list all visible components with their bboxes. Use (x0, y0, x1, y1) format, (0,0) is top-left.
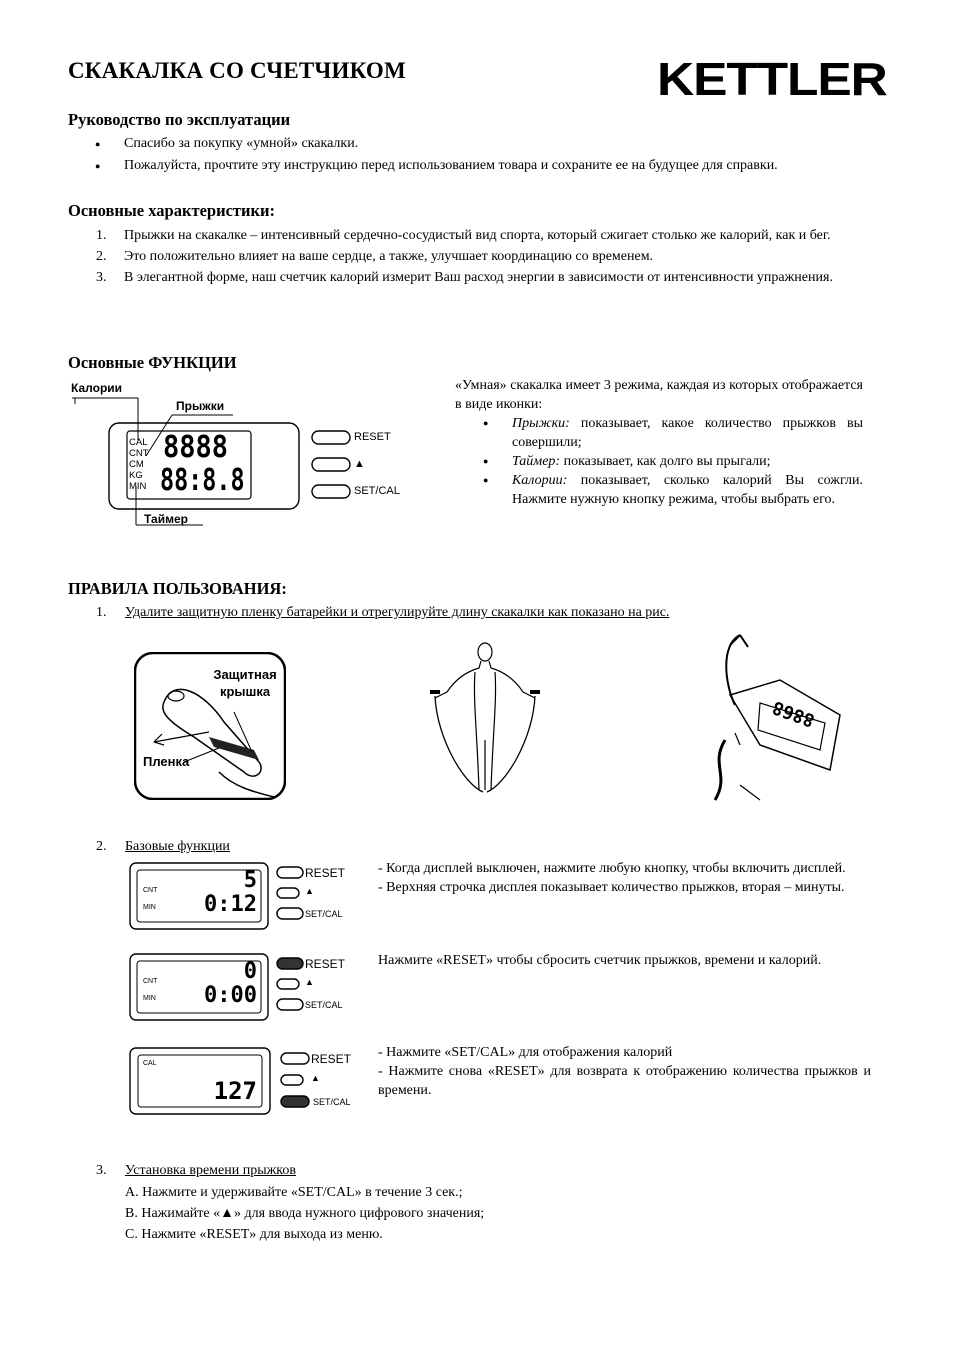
list-item (455, 471, 863, 509)
mode-name: Калории: (512, 473, 568, 488)
lcd-top-row: 8888 (163, 430, 229, 465)
page-title: СКАКАЛКА СО СЧЕТЧИКОМ (68, 58, 406, 83)
list-item: B. Нажимайте «▲» для ввода нужного цифрового значения; (125, 1206, 485, 1221)
setcal-button-label: SET/CAL (305, 1000, 343, 1010)
item-text: Прыжки на скакалке – интенсивный сердечно-сосудистый вид спорта, который сжигает столько же калорий, как и бег. (124, 228, 831, 243)
list-item: A. Нажмите и удерживайте «SET/CAL» в течение 3 сек.; (125, 1185, 463, 1200)
film-label: Пленка (143, 754, 190, 769)
functions-heading: Основные ФУНКЦИИ (68, 353, 237, 372)
manual-list (68, 133, 898, 177)
item-number: 3. (96, 270, 107, 285)
lcd-label: CM (129, 459, 144, 470)
lcd-label: MIN (129, 481, 147, 492)
list-item (68, 225, 886, 246)
handle-display-text: 8868 (769, 696, 818, 731)
callout-jumps: Прыжки (176, 399, 225, 413)
step1-number: 1. (96, 605, 107, 620)
step3-number: 3. (96, 1163, 107, 1178)
lcd-label: CNT (143, 978, 158, 985)
display-panel (129, 1047, 359, 1117)
display-panel (129, 862, 359, 932)
list-item (68, 246, 886, 267)
list-item: ● Пожалуйста, прочтите эту инструкцию перед использованием товара и сохраните ее на будущее для справки. (68, 155, 898, 177)
step1-text: Удалите защитную пленку батарейки и отрегулируйте длину скакалки как показано на рис. (125, 605, 670, 620)
item-text: Это положительно влияет на ваше сердце, а также, улучшает координацию со временем. (124, 249, 654, 264)
modes-list (455, 414, 863, 509)
reset-button-label: RESET (305, 957, 346, 971)
step3-text: Установка времени прыжков (125, 1163, 297, 1178)
manual-heading: Руководство по эксплуатации (68, 110, 291, 129)
reset-button-label: RESET (311, 1052, 352, 1066)
step2-number: 2. (96, 839, 107, 854)
features-list (68, 225, 886, 288)
lcd-bottom-row: 127 (213, 1077, 257, 1105)
brand-logo: KETTLER (657, 53, 887, 105)
list-item: C. Нажмите «RESET» для выхода из меню. (125, 1227, 383, 1242)
lcd-bottom-row: 88:8.8 (160, 463, 245, 498)
modes-description (455, 376, 863, 509)
person-with-rope-icon (425, 640, 545, 800)
modes-intro: «Умная» скакалка имеет 3 режима, каждая из которых отображается в виде иконки: (455, 378, 863, 412)
lcd-bottom-row: 0:00 (204, 983, 257, 1008)
setcal-button-label: SET/CAL (354, 485, 400, 497)
panel-description: Нажмите «RESET» чтобы сбросить счетчик прыжков, времени и калорий. (378, 953, 822, 968)
rope-length-figure (425, 640, 545, 800)
setcal-button-label: SET/CAL (305, 909, 343, 919)
lcd-top-row: 5 (243, 868, 257, 893)
up-button-label: ▲ (305, 886, 314, 896)
lcd-label: CNT (143, 887, 158, 894)
list-item: ● Спасибо за покупку «умной» скакалки. (68, 133, 898, 155)
up-button-label: ▲ (311, 1073, 320, 1083)
cover-label: Защитная крышка (213, 667, 277, 699)
lcd-diagram (68, 378, 428, 533)
lcd-label: MIN (143, 995, 156, 1002)
list-item (68, 267, 886, 288)
item-text: В элегантной форме, наш счетчик калорий измерит Ваш расход энергии в зависимости от интенсивности упражнения. (124, 270, 833, 285)
lcd-diagram-lines (68, 378, 428, 533)
item-number: 2. (96, 249, 107, 264)
list-item (455, 452, 863, 471)
lcd-mode-labels (129, 437, 149, 492)
callout-calories: Калории (71, 381, 123, 395)
up-button-label: ▲ (354, 458, 365, 470)
reset-button-label: RESET (354, 431, 391, 443)
lcd-label: KG (129, 470, 143, 481)
handle-adjust-figure (700, 625, 850, 810)
features-heading: Основные характеристики: (68, 201, 276, 220)
lcd-bottom-row: 0:12 (204, 892, 257, 917)
list-item (455, 414, 863, 452)
lcd-label: CNT (129, 448, 149, 459)
rules-heading: ПРАВИЛА ПОЛЬЗОВАНИЯ: (68, 579, 287, 598)
mode-desc: показывает, какое количество прыжков вы совершили; (512, 416, 863, 450)
lcd-label: MIN (143, 904, 156, 911)
mode-desc: показывает, сколько калорий Вы сожгли. Нажмите нужную кнопку режима, чтобы выбрать его. (512, 473, 863, 507)
battery-cover-figure (134, 652, 286, 800)
step3-substeps (125, 1182, 484, 1245)
panel-description: - Нажмите «SET/CAL» для отображения калорий - Нажмите снова «RESET» для возврата к отображению количества прыжков и времени. (378, 1045, 871, 1098)
mode-name: Таймер: (512, 454, 561, 469)
lcd-label: CAL (143, 1060, 157, 1067)
lcd-label: CAL (129, 437, 148, 448)
callout-timer: Таймер (144, 512, 188, 526)
step2-text: Базовые функции (125, 839, 230, 854)
display-panel (129, 953, 359, 1023)
lcd-top-row: 0 (243, 959, 257, 984)
item-number: 1. (96, 228, 107, 243)
up-button-label: ▲ (305, 977, 314, 987)
mode-name: Прыжки: (512, 416, 570, 431)
setcal-button-label: SET/CAL (313, 1097, 351, 1107)
reset-button-label: RESET (305, 866, 346, 880)
mode-desc: показывает, как долго вы прыгали; (560, 454, 771, 469)
panel-description: - Когда дисплей выключен, нажмите любую кнопку, чтобы включить дисплей. - Верхняя строчка дисплея показывает количество прыжков, вторая – минуты. (378, 861, 846, 895)
